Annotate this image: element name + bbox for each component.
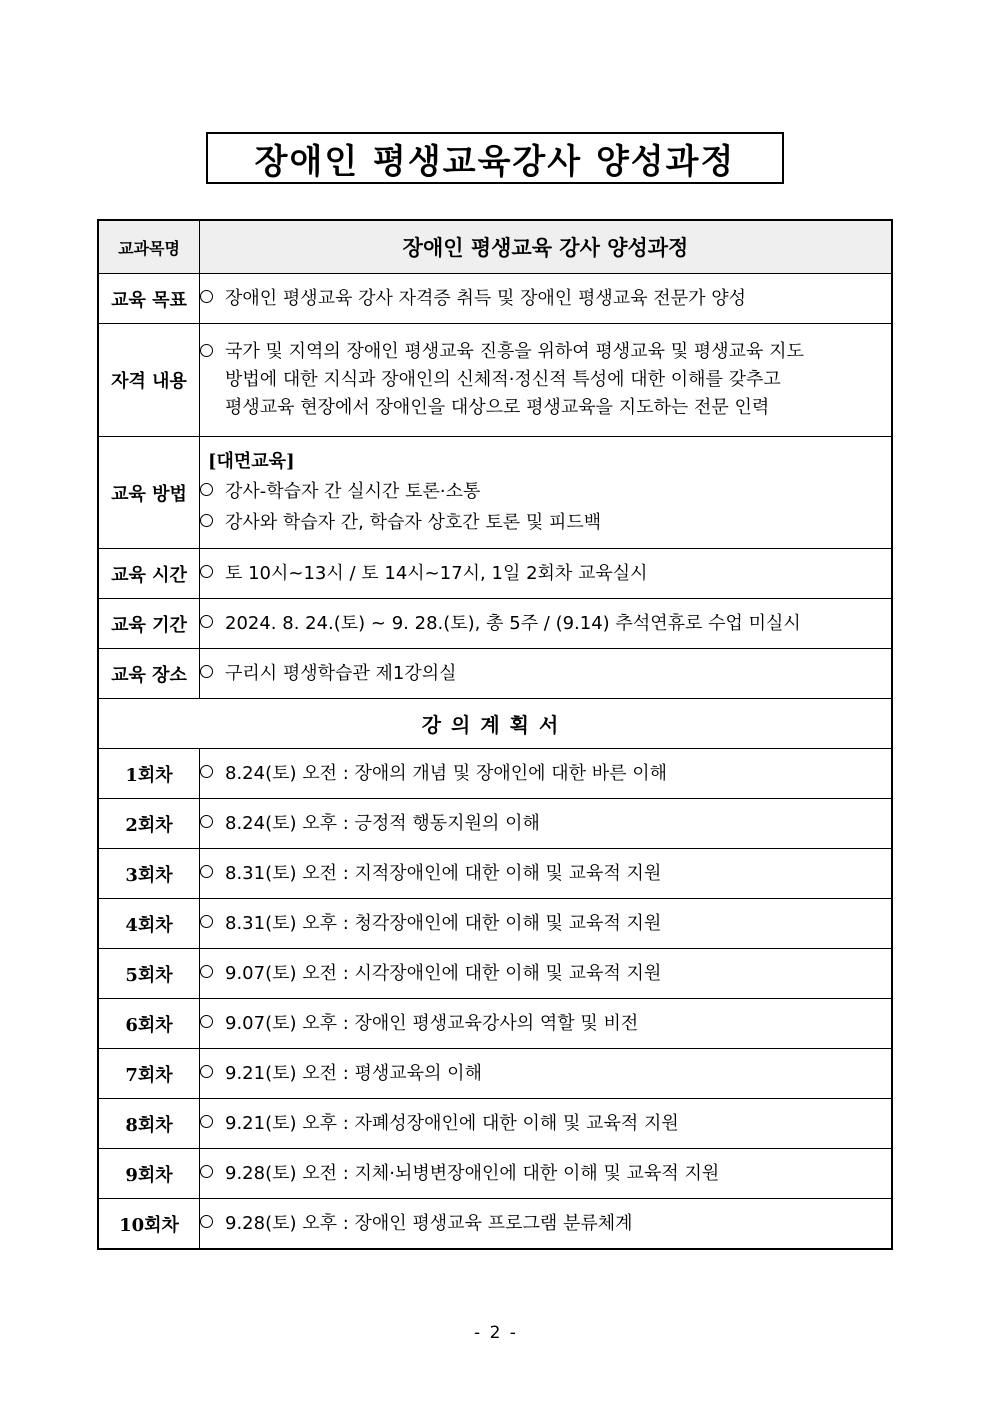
time-row [98, 549, 892, 599]
method-item-2: 강사와 학습자 간, 학습자 상호간 토론 및 피드백 [225, 511, 602, 533]
circle-bullet-icon [200, 344, 213, 357]
qualification-line-2: 방법에 대한 지식과 장애인의 신체적·정신적 특성에 대한 이해를 갖추고 [225, 369, 781, 390]
circle-bullet-icon [200, 565, 213, 578]
header-label: 교과목명 [98, 220, 200, 274]
qualification-line-1: 국가 및 지역의 장애인 평생교육 진흥을 위하여 평생교육 및 평생교육 지도 [225, 341, 804, 362]
qualification-row [98, 324, 892, 437]
method-heading: [대면교육] [208, 450, 295, 472]
session-label: 8회차 [98, 1099, 200, 1149]
circle-bullet-icon [200, 1015, 213, 1028]
plan-title: 강의계획서 [98, 699, 892, 749]
session-row [98, 999, 892, 1049]
circle-bullet-icon [200, 1215, 213, 1228]
method-row [98, 437, 892, 549]
goal-text: 장애인 평생교육 강사 자격증 취득 및 장애인 평생교육 전문가 양성 [225, 287, 746, 309]
session-text: 8.31(토) 오전 : 지적장애인에 대한 이해 및 교육적 지원 [225, 862, 662, 884]
circle-bullet-icon [200, 1165, 213, 1178]
plan-title-row [98, 699, 892, 749]
method-label: 교육 방법 [98, 437, 200, 549]
session-label: 2회차 [98, 799, 200, 849]
table-header-row [98, 220, 892, 274]
time-label: 교육 시간 [98, 549, 200, 599]
session-row [98, 1099, 892, 1149]
session-text: 9.07(토) 오전 : 시각장애인에 대한 이해 및 교육적 지원 [225, 962, 662, 984]
circle-bullet-icon [200, 765, 213, 778]
circle-bullet-icon [200, 815, 213, 828]
course-table [97, 219, 893, 1250]
session-label: 7회차 [98, 1049, 200, 1099]
session-row [98, 799, 892, 849]
circle-bullet-icon [200, 1065, 213, 1078]
session-label: 5회차 [98, 949, 200, 999]
period-label: 교육 기간 [98, 599, 200, 649]
session-label: 4회차 [98, 899, 200, 949]
header-value: 장애인 평생교육 강사 양성과정 [200, 220, 893, 274]
session-row [98, 1049, 892, 1099]
circle-bullet-icon [200, 1115, 213, 1128]
session-text: 9.21(토) 오후 : 자폐성장애인에 대한 이해 및 교육적 지원 [225, 1112, 679, 1134]
session-label: 10회차 [98, 1199, 200, 1250]
place-row [98, 649, 892, 699]
session-text: 9.07(토) 오후 : 장애인 평생교육강사의 역할 및 비전 [225, 1012, 639, 1034]
session-label: 1회차 [98, 749, 200, 799]
circle-bullet-icon [200, 514, 213, 527]
session-row [98, 1199, 892, 1250]
session-label: 9회차 [98, 1149, 200, 1199]
place-label: 교육 장소 [98, 649, 200, 699]
circle-bullet-icon [200, 915, 213, 928]
goal-row [98, 274, 892, 324]
session-text: 9.21(토) 오전 : 평생교육의 이해 [225, 1062, 482, 1084]
session-row [98, 1149, 892, 1199]
place-text: 구리시 평생학습관 제1강의실 [225, 662, 457, 684]
circle-bullet-icon [200, 615, 213, 628]
time-text: 토 10시~13시 / 토 14시~17시, 1일 2회차 교육실시 [225, 562, 648, 584]
document-title-box [206, 132, 784, 184]
circle-bullet-icon [200, 290, 213, 303]
session-text: 9.28(토) 오후 : 장애인 평생교육 프로그램 분류체계 [225, 1212, 633, 1234]
qualification-line-3: 평생교육 현장에서 장애인을 대상으로 평생교육을 지도하는 전문 인력 [225, 397, 770, 418]
session-text: 9.28(토) 오전 : 지체·뇌병변장애인에 대한 이해 및 교육적 지원 [225, 1162, 720, 1184]
session-label: 3회차 [98, 849, 200, 899]
session-label: 6회차 [98, 999, 200, 1049]
method-item-1: 강사-학습자 간 실시간 토론·소통 [225, 480, 481, 502]
circle-bullet-icon [200, 483, 213, 496]
session-row [98, 949, 892, 999]
document-title: 장애인 평생교육강사 양성과정 [254, 141, 736, 182]
session-row [98, 899, 892, 949]
session-row [98, 849, 892, 899]
page-number: - 2 - [474, 1323, 518, 1343]
session-row [98, 749, 892, 799]
session-text: 8.24(토) 오후 : 긍정적 행동지원의 이해 [225, 812, 540, 834]
period-row [98, 599, 892, 649]
period-text: 2024. 8. 24.(토) ~ 9. 28.(토), 총 5주 / (9.14) 추석연휴로 수업 미실시 [225, 612, 801, 634]
session-list [98, 749, 892, 1250]
session-text: 8.31(토) 오후 : 청각장애인에 대한 이해 및 교육적 지원 [225, 912, 662, 934]
circle-bullet-icon [200, 965, 213, 978]
session-text: 8.24(토) 오전 : 장애의 개념 및 장애인에 대한 바른 이해 [225, 762, 668, 784]
circle-bullet-icon [200, 865, 213, 878]
goal-label: 교육 목표 [98, 274, 200, 324]
qualification-label: 자격 내용 [98, 324, 200, 437]
circle-bullet-icon [200, 665, 213, 678]
